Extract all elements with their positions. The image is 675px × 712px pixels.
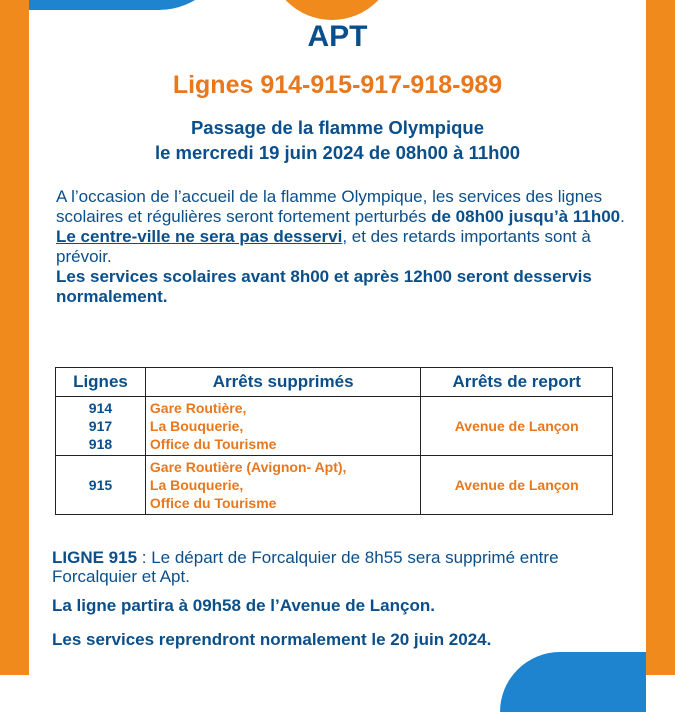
table-row <box>56 397 613 456</box>
line-915-label: LIGNE 915 <box>52 548 138 567</box>
right-orange-bar <box>646 0 675 675</box>
resume-notice: Les services reprendront normalement le 20 juin 2024. <box>52 630 492 649</box>
line-915-notice <box>52 548 642 586</box>
line-number: 918 <box>88 436 113 452</box>
line-915-text: : Le départ de Forcalquier de 8h55 sera supprimé entre Forcalquier et Apt. <box>52 548 559 586</box>
row-report-stop: Avenue de Lançon <box>421 456 613 515</box>
header-arrets-report: Arrêts de report <box>421 368 613 397</box>
row-lines <box>56 456 146 515</box>
row-lines <box>56 397 146 456</box>
school-services-notice: Les services scolaires avant 8h00 et après 12h00 seront desservis normalement. <box>56 267 592 306</box>
line-number: 914 <box>88 400 113 416</box>
stops-table <box>55 367 613 515</box>
header-arrets-supprimes: Arrêts supprimés <box>145 368 420 397</box>
line-number: 915 <box>88 477 113 493</box>
new-departure-notice: La ligne partira à 09h58 de l’Avenue de Lançon. <box>52 596 435 615</box>
line-number: 917 <box>88 418 113 434</box>
stop-name: La Bouquerie, <box>149 418 244 434</box>
row-stops <box>145 456 420 515</box>
table-row <box>56 456 613 515</box>
row-report-stop: Avenue de Lançon <box>421 397 613 456</box>
top-orange-shape <box>268 0 396 20</box>
intro-paragraph <box>56 187 636 307</box>
event-date: le mercredi 19 juin 2024 de 08h00 à 11h00 <box>154 142 521 163</box>
city-center-notice: Le centre-ville ne sera pas desservi <box>56 227 343 246</box>
stop-name: Office du Tourisme <box>149 436 277 452</box>
header-lignes: Lignes <box>56 368 146 397</box>
left-orange-bar <box>0 0 29 675</box>
top-left-blue-shape <box>29 0 229 10</box>
intro-text: A l’occasion de l’accueil de la flamme Olympique, les services des lignes scolaires et régulières seront fortement perturbés <box>56 187 603 226</box>
intro-period: . <box>620 207 625 226</box>
stop-name: Gare Routière (Avignon- Apt), <box>149 459 347 475</box>
city-title: APT <box>307 20 368 53</box>
stop-name: Gare Routière, <box>149 400 247 416</box>
lines-title: Lignes 914-915-917-918-989 <box>172 71 503 99</box>
bottom-right-blue-shape <box>500 652 646 712</box>
table-header-row <box>56 368 613 397</box>
stop-name: La Bouquerie, <box>149 477 244 493</box>
row-stops <box>145 397 420 456</box>
event-subtitle: Passage de la flamme Olympique <box>190 117 485 138</box>
intro-time-range: de 08h00 jusqu’à 11h00 <box>431 207 621 226</box>
delays-notice: , et des retards importants sont à prévoir. <box>56 227 591 266</box>
stop-name: Office du Tourisme <box>149 495 277 511</box>
